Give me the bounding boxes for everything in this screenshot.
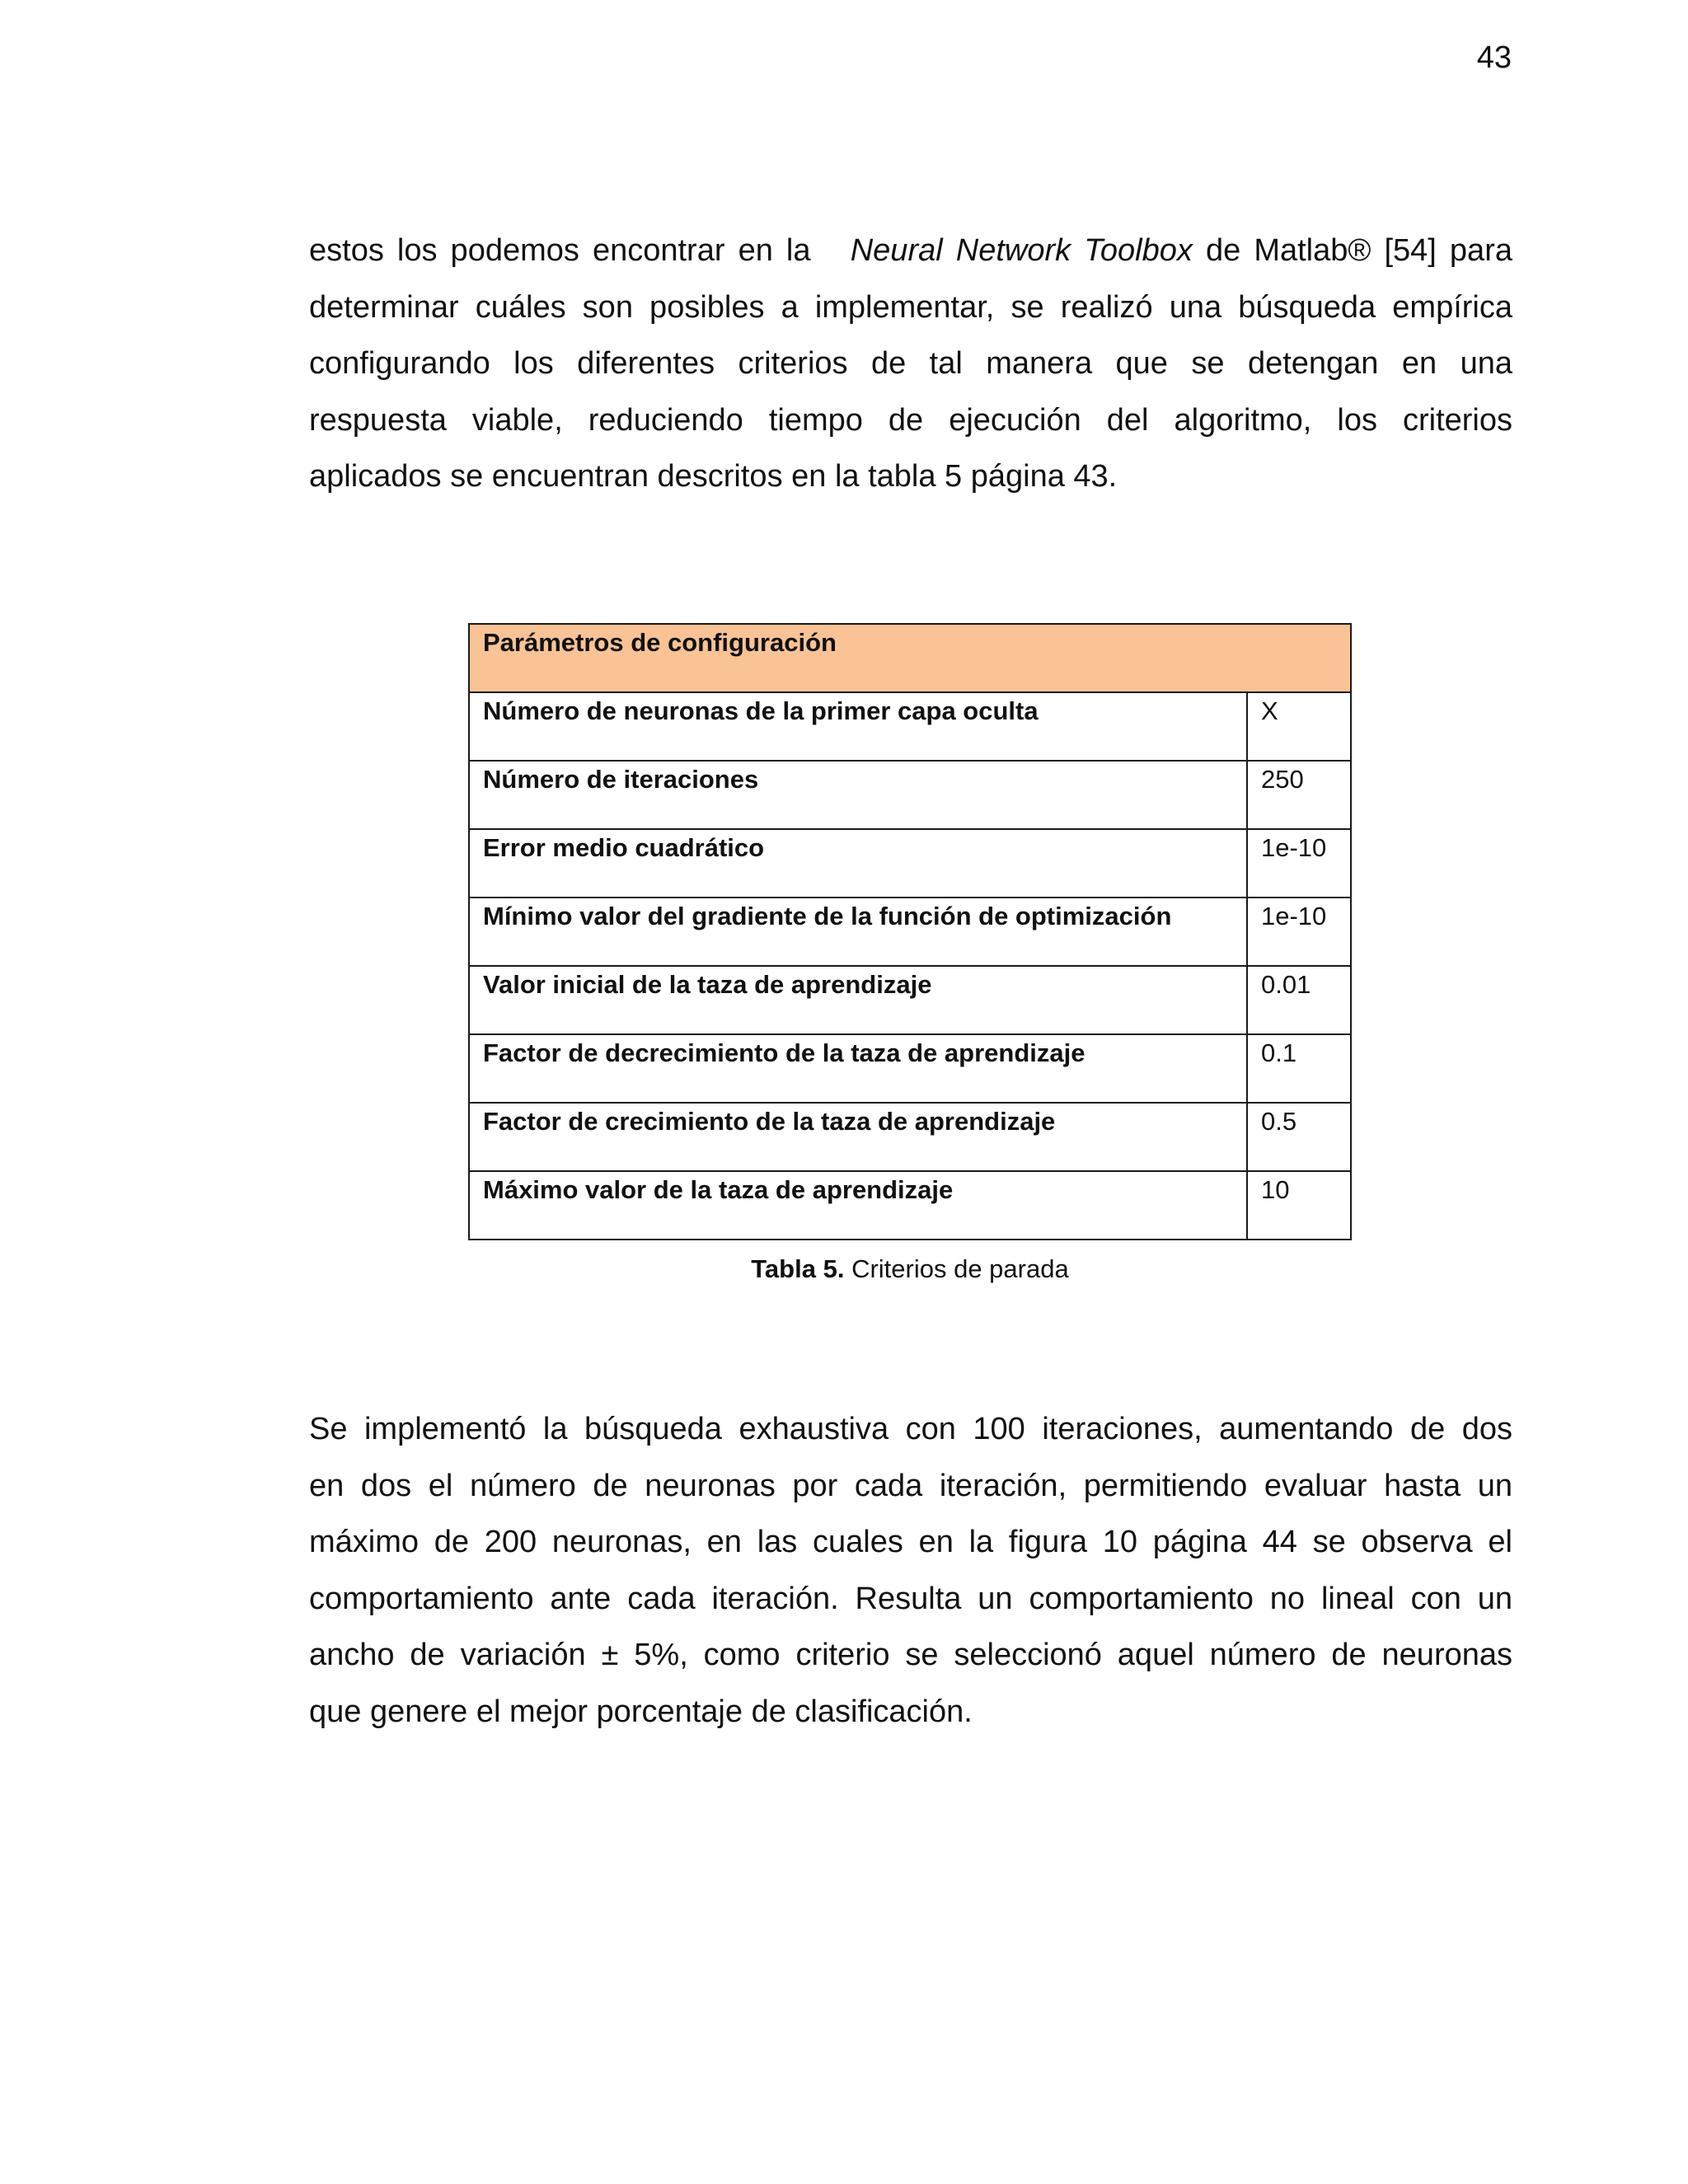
parameter-label-text: Factor de crecimiento de la taza de aprendizaje <box>483 1107 1056 1136</box>
parameter-value <box>1247 898 1351 966</box>
parameter-label <box>469 1171 1247 1240</box>
parameter-label-text: Máximo valor de la taza de aprendizaje <box>483 1175 954 1204</box>
parameter-label <box>469 1034 1247 1103</box>
parameter-value-text: 1e-10 <box>1261 902 1327 930</box>
parameter-label-text: Error medio cuadrático <box>483 833 765 862</box>
parameter-label <box>469 1103 1247 1171</box>
parameter-label <box>469 761 1247 829</box>
parameter-value-text: 0.01 <box>1261 970 1311 999</box>
parameter-value <box>1247 1171 1351 1240</box>
parameter-value-text: 250 <box>1261 765 1304 794</box>
table-row <box>469 829 1351 898</box>
table-row <box>469 898 1351 966</box>
parameter-value-text: 10 <box>1261 1175 1290 1204</box>
parameter-value <box>1247 1103 1351 1171</box>
paragraph-line: configurando los diferentes criterios de tal manera que se detengan en una <box>309 346 1512 381</box>
table-header-text: Parámetros de configuración <box>483 628 837 657</box>
paragraph-line: determinar cuáles son posibles a implementar, se realizó una búsqueda empírica <box>309 289 1512 325</box>
paragraph-line <box>309 223 1512 279</box>
parameter-label-text: Valor inicial de la taza de aprendizaje <box>483 970 932 999</box>
table-row <box>469 1034 1351 1103</box>
table-row <box>469 692 1351 761</box>
caption-label: Tabla 5. <box>751 1254 845 1283</box>
paragraph-line: aplicados se encuentran descritos en la tabla 5 página 43. <box>309 459 1118 494</box>
paragraph-line: Se implementó la búsqueda exhaustiva con 100 iteraciones, aumentando de dos <box>309 1412 1512 1446</box>
parameter-value-text: 0.1 <box>1261 1038 1297 1067</box>
paragraph-line: en dos el número de neuronas por cada iteración, permitiendo evaluar hasta un <box>309 1468 1512 1503</box>
parameter-label <box>469 829 1247 898</box>
parameter-value <box>1247 966 1351 1034</box>
paragraph-line: comportamiento ante cada iteración. Resulta un comportamiento no lineal con un <box>309 1581 1512 1616</box>
parameter-label-text: Mínimo valor del gradiente de la función de optimización <box>483 902 1172 930</box>
parameter-value <box>1247 692 1351 761</box>
italic-term: Neural Network Toolbox <box>850 233 1193 268</box>
parameter-value-text: 0.5 <box>1261 1107 1297 1136</box>
parameters-table <box>468 623 1352 1240</box>
parameter-value-text: X <box>1261 696 1278 725</box>
paragraph-line: respuesta viable, reduciendo tiempo de ejecución del algoritmo, los criterios <box>309 402 1512 438</box>
table-caption <box>468 1253 1352 1286</box>
paragraph-line: ancho de variación ± 5%, como criterio se seleccionó aquel número de neuronas <box>309 1638 1512 1672</box>
parameter-label <box>469 898 1247 966</box>
table-header-row <box>469 624 1351 692</box>
parameter-label <box>469 692 1247 761</box>
paragraph-intro <box>309 223 1512 505</box>
parameter-label-text: Factor de decrecimiento de la taza de aprendizaje <box>483 1038 1085 1067</box>
paragraph-results <box>309 1401 1512 1740</box>
text-segment: estos los podemos encontrar en la <box>309 233 811 268</box>
parameter-value <box>1247 829 1351 898</box>
text-segment: de Matlab® [54] para <box>1205 233 1512 268</box>
paragraph-line: que genere el mejor porcentaje de clasificación. <box>309 1694 973 1729</box>
parameter-label-text: Número de iteraciones <box>483 765 759 794</box>
parameter-value <box>1247 1034 1351 1103</box>
table-row <box>469 761 1351 829</box>
page-number: 43 <box>1476 40 1512 75</box>
parameter-value <box>1247 761 1351 829</box>
table-header-cell <box>469 624 1351 692</box>
parameter-value-text: 1e-10 <box>1261 833 1327 862</box>
caption-text: Criterios de parada <box>851 1254 1069 1283</box>
table-row <box>469 1171 1351 1240</box>
table-row <box>469 966 1351 1034</box>
paragraph-line: máximo de 200 neuronas, en las cuales en la figura 10 página 44 se observa el <box>309 1525 1512 1559</box>
parameter-label-text: Número de neuronas de la primer capa oculta <box>483 696 1039 725</box>
table-row <box>469 1103 1351 1171</box>
parameter-label <box>469 966 1247 1034</box>
